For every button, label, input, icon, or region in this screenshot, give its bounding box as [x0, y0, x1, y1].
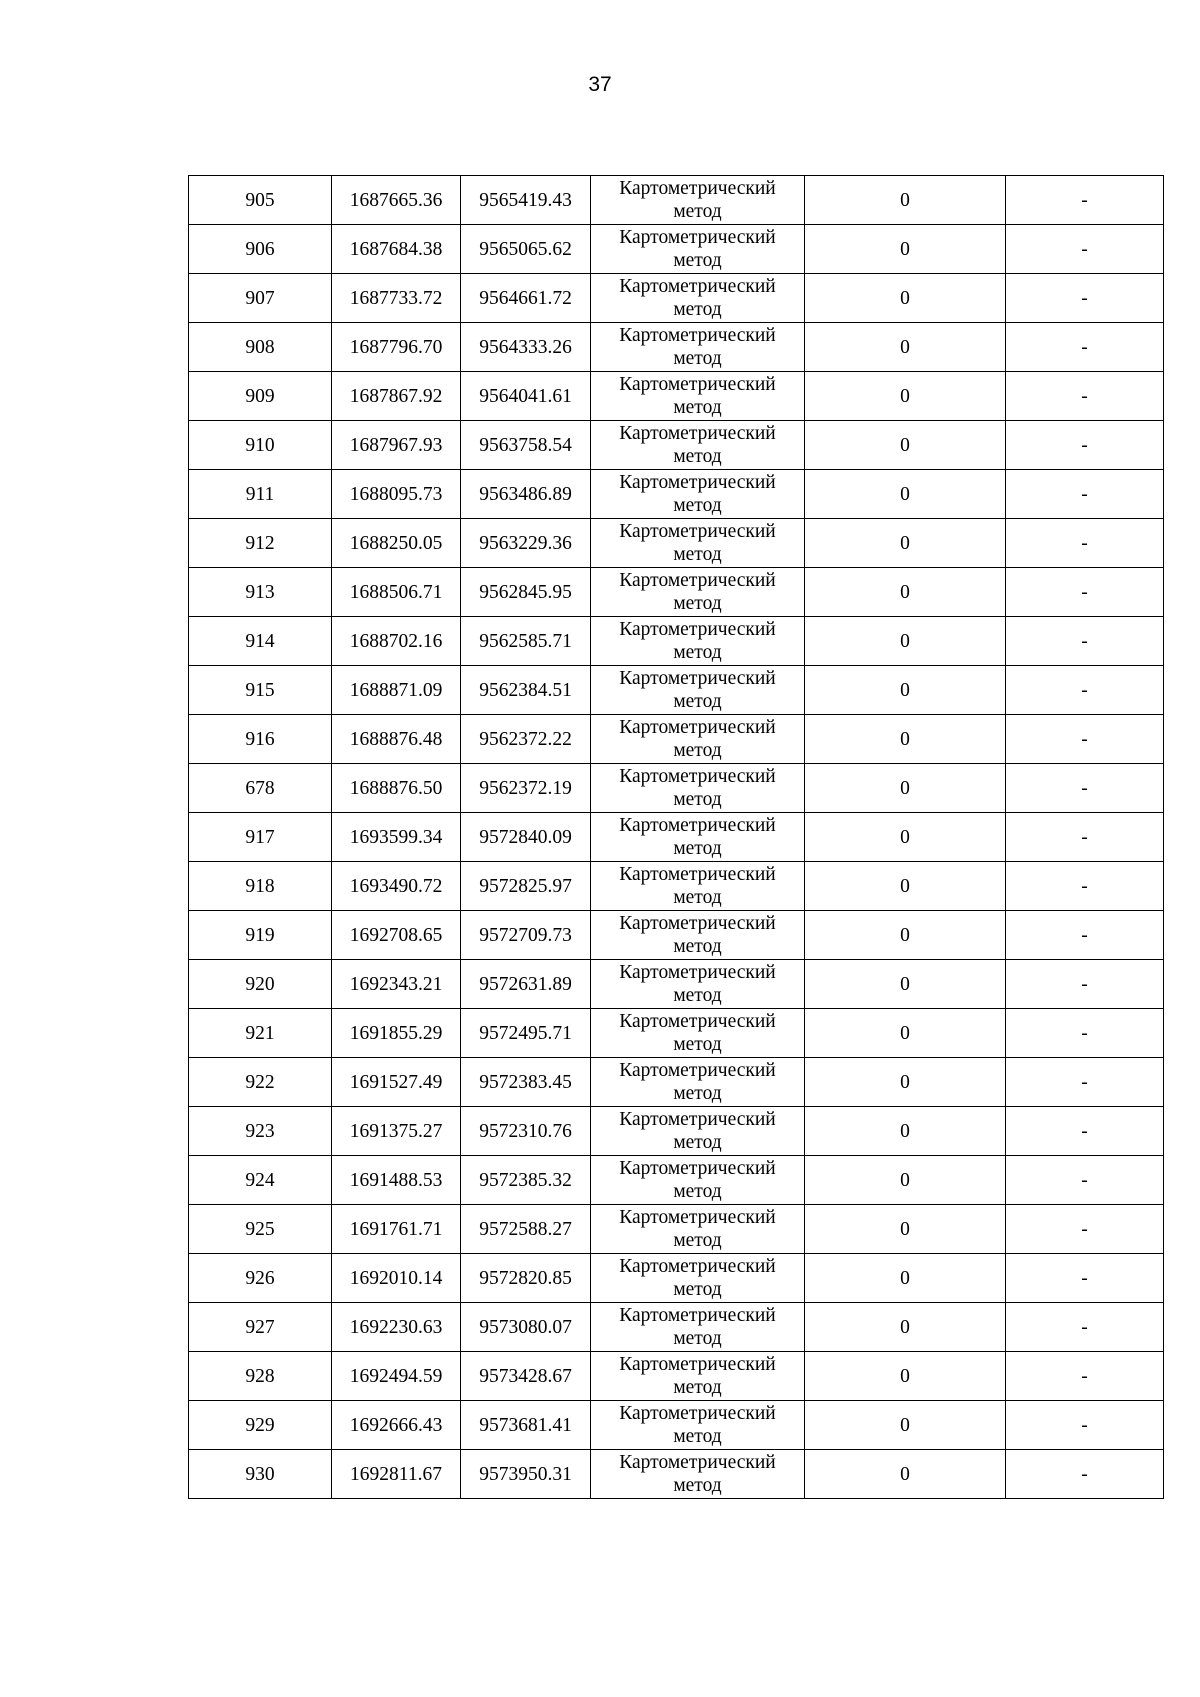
- table-row: [189, 813, 1164, 862]
- precision-cell: 0: [805, 617, 1006, 666]
- precision-cell: 0: [805, 1107, 1006, 1156]
- note-cell: -: [1006, 1058, 1164, 1107]
- method-line-2: метод: [673, 789, 722, 810]
- precision-cell: 0: [805, 176, 1006, 225]
- x-coordinate-cell: 1688702.16: [332, 617, 461, 666]
- note-cell: -: [1006, 715, 1164, 764]
- note-cell: -: [1006, 862, 1164, 911]
- x-coordinate-cell: 1691488.53: [332, 1156, 461, 1205]
- method-line-1: Картометрический: [619, 472, 776, 493]
- precision-cell: 0: [805, 960, 1006, 1009]
- note-cell: -: [1006, 617, 1164, 666]
- precision-cell: 0: [805, 225, 1006, 274]
- x-coordinate-cell: 1693490.72: [332, 862, 461, 911]
- table-row: [189, 617, 1164, 666]
- method-line-1: Картометрический: [619, 913, 776, 934]
- y-coordinate-cell: 9572310.76: [461, 1107, 591, 1156]
- point-id-cell: 927: [189, 1303, 332, 1352]
- note-cell: -: [1006, 1009, 1164, 1058]
- table-row: [189, 715, 1164, 764]
- table-row: [189, 421, 1164, 470]
- point-id-cell: 907: [189, 274, 332, 323]
- method-line-2: метод: [673, 691, 722, 712]
- coordinates-table-body: [189, 176, 1164, 1499]
- note-cell: -: [1006, 470, 1164, 519]
- precision-cell: 0: [805, 274, 1006, 323]
- method-line-1: Картометрический: [619, 570, 776, 591]
- y-coordinate-cell: 9562585.71: [461, 617, 591, 666]
- method-line-1: Картометрический: [619, 178, 776, 199]
- y-coordinate-cell: 9572709.73: [461, 911, 591, 960]
- x-coordinate-cell: 1692010.14: [332, 1254, 461, 1303]
- method-line-2: метод: [673, 1132, 722, 1153]
- y-coordinate-cell: 9572631.89: [461, 960, 591, 1009]
- note-cell: -: [1006, 323, 1164, 372]
- method-line-1: Картометрический: [619, 325, 776, 346]
- method-cell: [591, 568, 805, 617]
- x-coordinate-cell: 1692494.59: [332, 1352, 461, 1401]
- y-coordinate-cell: 9565419.43: [461, 176, 591, 225]
- method-line-2: метод: [673, 1426, 722, 1447]
- table-row: [189, 1352, 1164, 1401]
- method-cell: [591, 1107, 805, 1156]
- y-coordinate-cell: 9573681.41: [461, 1401, 591, 1450]
- precision-cell: 0: [805, 1352, 1006, 1401]
- x-coordinate-cell: 1691527.49: [332, 1058, 461, 1107]
- method-line-1: Картометрический: [619, 1354, 776, 1375]
- method-line-2: метод: [673, 1328, 722, 1349]
- method-cell: [591, 1205, 805, 1254]
- method-cell: [591, 1450, 805, 1499]
- method-line-2: метод: [673, 593, 722, 614]
- point-id-cell: 918: [189, 862, 332, 911]
- method-line-2: метод: [673, 250, 722, 271]
- method-cell: [591, 176, 805, 225]
- precision-cell: 0: [805, 764, 1006, 813]
- precision-cell: 0: [805, 1156, 1006, 1205]
- method-cell: [591, 960, 805, 1009]
- table-row: [189, 470, 1164, 519]
- table-row: [189, 519, 1164, 568]
- y-coordinate-cell: 9572588.27: [461, 1205, 591, 1254]
- x-coordinate-cell: 1688871.09: [332, 666, 461, 715]
- method-line-2: метод: [673, 544, 722, 565]
- point-id-cell: 919: [189, 911, 332, 960]
- method-line-2: метод: [673, 1475, 722, 1496]
- table-row: [189, 911, 1164, 960]
- point-id-cell: 920: [189, 960, 332, 1009]
- method-line-2: метод: [673, 1083, 722, 1104]
- method-line-2: метод: [673, 1377, 722, 1398]
- y-coordinate-cell: 9562372.22: [461, 715, 591, 764]
- point-id-cell: 922: [189, 1058, 332, 1107]
- method-line-2: метод: [673, 201, 722, 222]
- note-cell: -: [1006, 1205, 1164, 1254]
- table-row: [189, 1450, 1164, 1499]
- table-row: [189, 1058, 1164, 1107]
- note-cell: -: [1006, 911, 1164, 960]
- method-line-2: метод: [673, 1279, 722, 1300]
- note-cell: -: [1006, 568, 1164, 617]
- method-line-1: Картометрический: [619, 619, 776, 640]
- method-cell: [591, 666, 805, 715]
- x-coordinate-cell: 1692708.65: [332, 911, 461, 960]
- point-id-cell: 906: [189, 225, 332, 274]
- method-line-1: Картометрический: [619, 668, 776, 689]
- precision-cell: 0: [805, 323, 1006, 372]
- method-line-2: метод: [673, 1230, 722, 1251]
- table-row: [189, 764, 1164, 813]
- method-line-2: метод: [673, 985, 722, 1006]
- method-line-2: метод: [673, 936, 722, 957]
- table-row: [189, 1107, 1164, 1156]
- note-cell: -: [1006, 1303, 1164, 1352]
- precision-cell: 0: [805, 1058, 1006, 1107]
- method-line-1: Картометрический: [619, 276, 776, 297]
- method-line-1: Картометрический: [619, 374, 776, 395]
- method-line-1: Картометрический: [619, 1452, 776, 1473]
- method-line-2: метод: [673, 838, 722, 859]
- method-line-1: Картометрический: [619, 1109, 776, 1130]
- note-cell: -: [1006, 274, 1164, 323]
- point-id-cell: 911: [189, 470, 332, 519]
- method-cell: [591, 911, 805, 960]
- table-row: [189, 274, 1164, 323]
- y-coordinate-cell: 9573428.67: [461, 1352, 591, 1401]
- method-line-1: Картометрический: [619, 962, 776, 983]
- precision-cell: 0: [805, 470, 1006, 519]
- method-line-1: Картометрический: [619, 1256, 776, 1277]
- point-id-cell: 925: [189, 1205, 332, 1254]
- y-coordinate-cell: 9573950.31: [461, 1450, 591, 1499]
- y-coordinate-cell: 9572385.32: [461, 1156, 591, 1205]
- method-cell: [591, 1009, 805, 1058]
- note-cell: -: [1006, 372, 1164, 421]
- method-line-2: метод: [673, 397, 722, 418]
- y-coordinate-cell: 9564661.72: [461, 274, 591, 323]
- note-cell: -: [1006, 519, 1164, 568]
- method-cell: [591, 372, 805, 421]
- method-cell: [591, 715, 805, 764]
- x-coordinate-cell: 1692343.21: [332, 960, 461, 1009]
- method-line-1: Картометрический: [619, 815, 776, 836]
- point-id-cell: 921: [189, 1009, 332, 1058]
- method-line-1: Картометрический: [619, 1011, 776, 1032]
- x-coordinate-cell: 1687967.93: [332, 421, 461, 470]
- precision-cell: 0: [805, 1205, 1006, 1254]
- y-coordinate-cell: 9572383.45: [461, 1058, 591, 1107]
- table-row: [189, 568, 1164, 617]
- x-coordinate-cell: 1688095.73: [332, 470, 461, 519]
- note-cell: -: [1006, 225, 1164, 274]
- method-cell: [591, 225, 805, 274]
- precision-cell: 0: [805, 568, 1006, 617]
- precision-cell: 0: [805, 1450, 1006, 1499]
- method-line-1: Картометрический: [619, 1060, 776, 1081]
- point-id-cell: 908: [189, 323, 332, 372]
- x-coordinate-cell: 1687733.72: [332, 274, 461, 323]
- method-cell: [591, 519, 805, 568]
- point-id-cell: 923: [189, 1107, 332, 1156]
- method-line-2: метод: [673, 495, 722, 516]
- table-row: [189, 1401, 1164, 1450]
- table-row: [189, 862, 1164, 911]
- method-line-2: метод: [673, 348, 722, 369]
- y-coordinate-cell: 9562845.95: [461, 568, 591, 617]
- table-row: [189, 225, 1164, 274]
- table-row: [189, 176, 1164, 225]
- note-cell: -: [1006, 1401, 1164, 1450]
- note-cell: -: [1006, 1156, 1164, 1205]
- method-line-1: Картометрический: [619, 717, 776, 738]
- y-coordinate-cell: 9572825.97: [461, 862, 591, 911]
- y-coordinate-cell: 9564041.61: [461, 372, 591, 421]
- y-coordinate-cell: 9572495.71: [461, 1009, 591, 1058]
- method-line-1: Картометрический: [619, 1305, 776, 1326]
- method-cell: [591, 813, 805, 862]
- method-line-2: метод: [673, 1034, 722, 1055]
- table-row: [189, 960, 1164, 1009]
- y-coordinate-cell: 9563229.36: [461, 519, 591, 568]
- point-id-cell: 930: [189, 1450, 332, 1499]
- note-cell: -: [1006, 1352, 1164, 1401]
- method-cell: [591, 1401, 805, 1450]
- method-line-1: Картометрический: [619, 1207, 776, 1228]
- method-line-2: метод: [673, 740, 722, 761]
- note-cell: -: [1006, 666, 1164, 715]
- x-coordinate-cell: 1688876.48: [332, 715, 461, 764]
- y-coordinate-cell: 9564333.26: [461, 323, 591, 372]
- precision-cell: 0: [805, 1009, 1006, 1058]
- x-coordinate-cell: 1692666.43: [332, 1401, 461, 1450]
- note-cell: -: [1006, 764, 1164, 813]
- precision-cell: 0: [805, 666, 1006, 715]
- method-cell: [591, 1303, 805, 1352]
- table-row: [189, 1156, 1164, 1205]
- x-coordinate-cell: 1687665.36: [332, 176, 461, 225]
- method-line-2: метод: [673, 887, 722, 908]
- table-row: [189, 323, 1164, 372]
- point-id-cell: 914: [189, 617, 332, 666]
- point-id-cell: 915: [189, 666, 332, 715]
- table-row: [189, 666, 1164, 715]
- point-id-cell: 928: [189, 1352, 332, 1401]
- x-coordinate-cell: 1691375.27: [332, 1107, 461, 1156]
- table-row: [189, 372, 1164, 421]
- point-id-cell: 905: [189, 176, 332, 225]
- method-cell: [591, 862, 805, 911]
- method-line-1: Картометрический: [619, 1403, 776, 1424]
- note-cell: -: [1006, 421, 1164, 470]
- x-coordinate-cell: 1693599.34: [332, 813, 461, 862]
- x-coordinate-cell: 1688876.50: [332, 764, 461, 813]
- precision-cell: 0: [805, 1303, 1006, 1352]
- y-coordinate-cell: 9562372.19: [461, 764, 591, 813]
- method-line-1: Картометрический: [619, 1158, 776, 1179]
- note-cell: -: [1006, 176, 1164, 225]
- method-line-2: метод: [673, 446, 722, 467]
- x-coordinate-cell: 1687867.92: [332, 372, 461, 421]
- y-coordinate-cell: 9563486.89: [461, 470, 591, 519]
- x-coordinate-cell: 1688506.71: [332, 568, 461, 617]
- point-id-cell: 912: [189, 519, 332, 568]
- precision-cell: 0: [805, 1254, 1006, 1303]
- method-cell: [591, 617, 805, 666]
- y-coordinate-cell: 9565065.62: [461, 225, 591, 274]
- method-cell: [591, 1058, 805, 1107]
- table-row: [189, 1205, 1164, 1254]
- point-id-cell: 913: [189, 568, 332, 617]
- y-coordinate-cell: 9562384.51: [461, 666, 591, 715]
- x-coordinate-cell: 1688250.05: [332, 519, 461, 568]
- method-cell: [591, 1352, 805, 1401]
- method-cell: [591, 323, 805, 372]
- x-coordinate-cell: 1691855.29: [332, 1009, 461, 1058]
- method-cell: [591, 1156, 805, 1205]
- table-row: [189, 1303, 1164, 1352]
- method-line-2: метод: [673, 1181, 722, 1202]
- method-cell: [591, 764, 805, 813]
- table-row: [189, 1254, 1164, 1303]
- precision-cell: 0: [805, 715, 1006, 764]
- method-cell: [591, 274, 805, 323]
- point-id-cell: 926: [189, 1254, 332, 1303]
- point-id-cell: 924: [189, 1156, 332, 1205]
- page-number: 37: [588, 73, 612, 96]
- y-coordinate-cell: 9563758.54: [461, 421, 591, 470]
- precision-cell: 0: [805, 372, 1006, 421]
- point-id-cell: 909: [189, 372, 332, 421]
- point-id-cell: 929: [189, 1401, 332, 1450]
- coordinates-table: [188, 175, 1164, 1499]
- x-coordinate-cell: 1692811.67: [332, 1450, 461, 1499]
- x-coordinate-cell: 1687796.70: [332, 323, 461, 372]
- note-cell: -: [1006, 813, 1164, 862]
- method-line-1: Картометрический: [619, 521, 776, 542]
- precision-cell: 0: [805, 862, 1006, 911]
- method-cell: [591, 470, 805, 519]
- method-line-1: Картометрический: [619, 227, 776, 248]
- note-cell: -: [1006, 1450, 1164, 1499]
- precision-cell: 0: [805, 1401, 1006, 1450]
- precision-cell: 0: [805, 519, 1006, 568]
- method-line-2: метод: [673, 642, 722, 663]
- precision-cell: 0: [805, 911, 1006, 960]
- point-id-cell: 910: [189, 421, 332, 470]
- x-coordinate-cell: 1687684.38: [332, 225, 461, 274]
- precision-cell: 0: [805, 813, 1006, 862]
- table-row: [189, 1009, 1164, 1058]
- note-cell: -: [1006, 1107, 1164, 1156]
- method-line-1: Картометрический: [619, 423, 776, 444]
- point-id-cell: 917: [189, 813, 332, 862]
- point-id-cell: 916: [189, 715, 332, 764]
- x-coordinate-cell: 1692230.63: [332, 1303, 461, 1352]
- y-coordinate-cell: 9572820.85: [461, 1254, 591, 1303]
- precision-cell: 0: [805, 421, 1006, 470]
- y-coordinate-cell: 9573080.07: [461, 1303, 591, 1352]
- method-line-1: Картометрический: [619, 766, 776, 787]
- x-coordinate-cell: 1691761.71: [332, 1205, 461, 1254]
- method-line-1: Картометрический: [619, 864, 776, 885]
- note-cell: -: [1006, 1254, 1164, 1303]
- y-coordinate-cell: 9572840.09: [461, 813, 591, 862]
- method-line-2: метод: [673, 299, 722, 320]
- point-id-cell: 678: [189, 764, 332, 813]
- note-cell: -: [1006, 960, 1164, 1009]
- method-cell: [591, 1254, 805, 1303]
- method-cell: [591, 421, 805, 470]
